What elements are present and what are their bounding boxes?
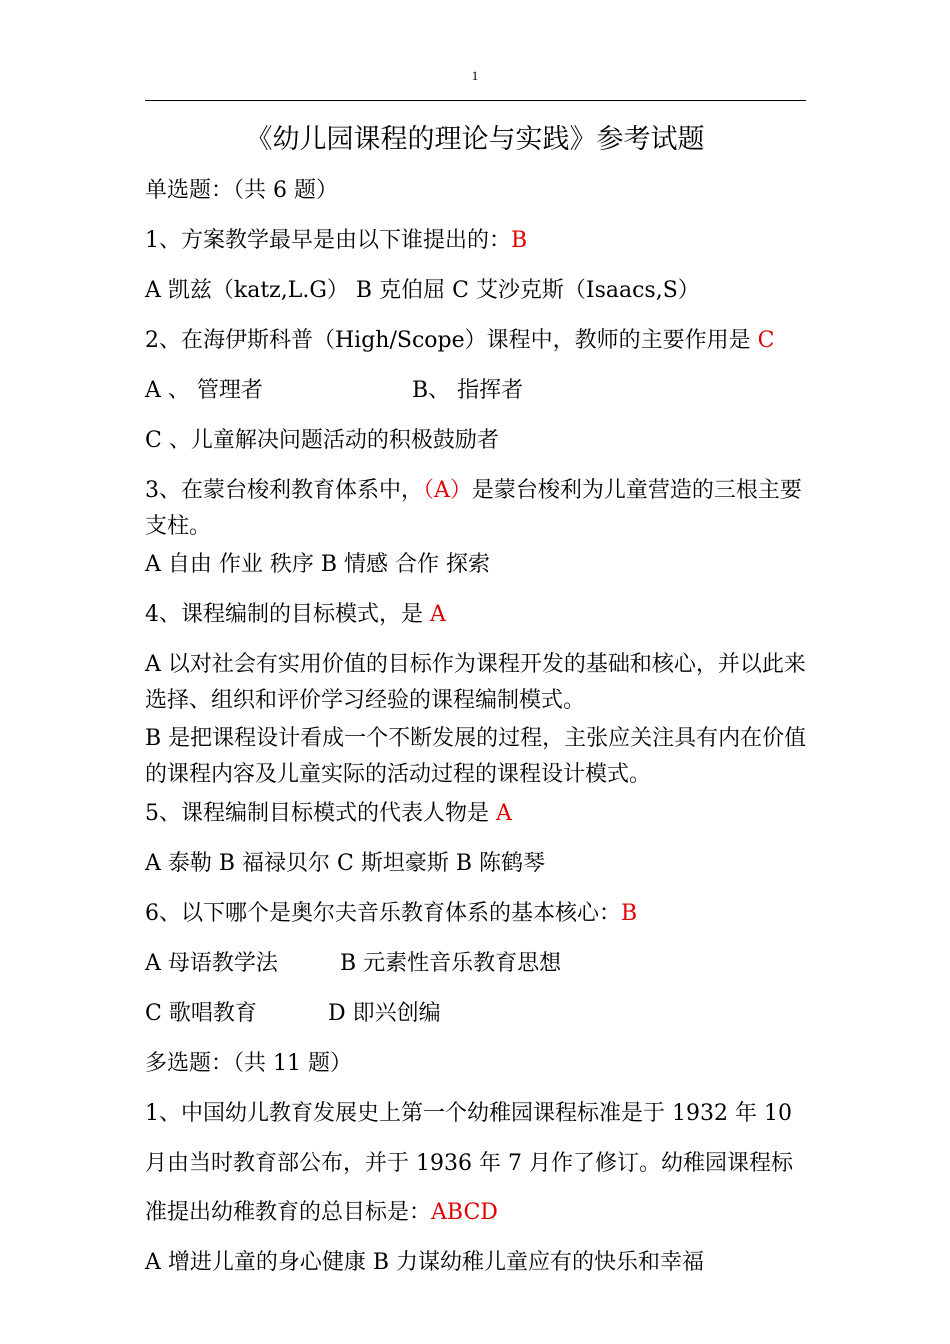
question-5: [145, 796, 815, 832]
multi-question-1-line-3: [145, 1195, 815, 1231]
option-a: A 、 管理者: [145, 378, 263, 403]
question-6: [145, 896, 815, 932]
question-6-options-cd: [145, 996, 815, 1032]
question-2-options: [145, 373, 815, 409]
single-choice-heading: 单选题：（共 6 题）: [145, 178, 338, 203]
question-2-option-c: C 、儿童解决问题活动的积极鼓励者: [145, 428, 499, 453]
multi-question-1-line-2: 月由当时教育部公布，并于 1936 年 7 月作了修订。幼稚园课程标: [145, 1151, 793, 1176]
question-text: 3、在蒙台梭利教育体系中，: [145, 478, 423, 503]
question-text: 准提出幼稚教育的总目标是：: [145, 1200, 432, 1225]
option-b: B 元素性音乐教育思想: [340, 951, 562, 976]
question-6-options-ab: [145, 946, 815, 982]
option-d: D 即兴创编: [328, 1001, 441, 1026]
question-text: 4、课程编制的目标模式，是: [145, 602, 430, 627]
question-3-options: A 自由 作业 秩序 B 情感 合作 探索: [145, 552, 491, 577]
option-b: B、 指挥者: [412, 378, 524, 403]
multi-choice-heading: 多选题：（共 11 题）: [145, 1051, 352, 1076]
answer: A: [496, 801, 512, 826]
question-3: [145, 473, 807, 545]
question-text: 2、在海伊斯科普（High/Scope）课程中，教师的主要作用是: [145, 328, 758, 353]
answer: B: [621, 901, 638, 926]
multi-question-1-options: A 增进儿童的身心健康 B 力谋幼稚儿童应有的快乐和幸福: [145, 1250, 705, 1275]
question-text-cont: 是蒙台梭利为儿童营造的三根主要支柱。: [145, 478, 802, 539]
option-a: A 母语教学法: [145, 951, 278, 976]
answer: B: [511, 228, 528, 253]
question-1-options: A 凯兹（katz,L.G） B 克伯屈 C 艾沙克斯（Isaacs,S）: [145, 278, 700, 303]
page-number: 1: [471, 68, 479, 83]
question-4-option-a: A 以对社会有实用价值的目标作为课程开发的基础和核心，并以此来选择、组织和评价学习经验的课程编制模式。: [145, 652, 806, 713]
question-4: [145, 597, 815, 633]
question-1: [145, 223, 815, 259]
option-c: C 歌唱教育: [145, 1001, 257, 1026]
question-text: 1、方案教学最早是由以下谁提出的：: [145, 228, 511, 253]
multi-question-1-line-1: 1、中国幼儿教育发展史上第一个幼稚园课程标准是于 1932 年 10: [145, 1101, 792, 1126]
question-text: 5、课程编制目标模式的代表人物是: [145, 801, 496, 826]
answer: ABCD: [431, 1200, 498, 1225]
answer: A: [430, 602, 446, 627]
answer: （A）: [423, 478, 472, 503]
question-5-options: A 泰勒 B 福禄贝尔 C 斯坦豪斯 B 陈鹤琴: [145, 851, 546, 876]
answer: C: [757, 328, 775, 353]
question-2: [145, 323, 815, 359]
question-4-option-b: B 是把课程设计看成一个不断发展的过程，主张应关注具有内在价值的课程内容及儿童实际的活动过程的课程设计模式。: [145, 726, 807, 787]
document-title: 《幼儿园课程的理论与实践》参考试题: [245, 124, 705, 155]
question-text: 6、以下哪个是奥尔夫音乐教育体系的基本核心：: [145, 901, 621, 926]
header-rule: [145, 100, 806, 101]
